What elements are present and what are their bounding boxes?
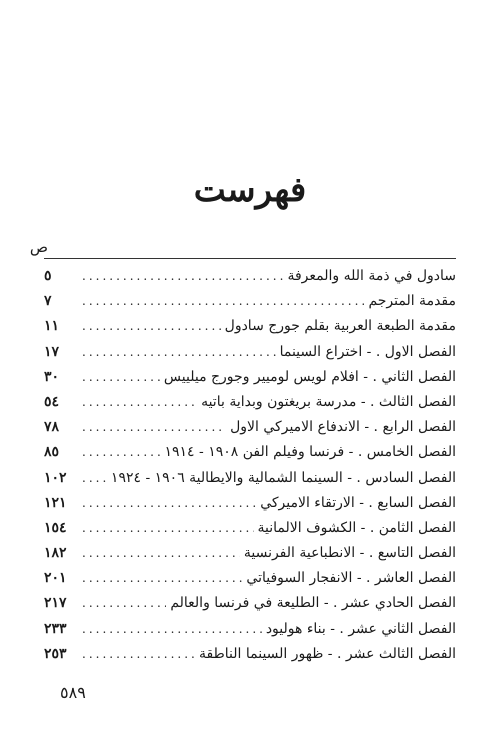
toc-entry-title: الفصل الثاني . - افلام لويس لوميير وجورج ميلييس <box>163 368 456 385</box>
toc-entry-title: الفصل الاول . - اختراع السينما <box>279 343 456 360</box>
toc-entry-title: الفصل الثاني عشر . - بناء هوليود <box>265 620 456 637</box>
toc-entry-title: الفصل الثالث عشر . - ظهور السينما الناطقة <box>199 645 456 662</box>
toc-entry-page: ٧ <box>44 293 52 310</box>
toc-entry-title: الفصل التاسع . - الانطباعية الفرنسية <box>243 545 456 562</box>
toc-entry <box>44 516 456 541</box>
toc-entry-page: ٢٣٣ <box>44 620 67 637</box>
toc-entry-page: ٢٥٣ <box>44 645 67 662</box>
toc-entry-page: ١٠٢ <box>44 469 67 486</box>
table-of-contents <box>44 264 456 667</box>
toc-entry <box>44 491 456 516</box>
page-title: فهرست <box>193 170 307 210</box>
toc-entry <box>44 365 456 390</box>
toc-entry <box>44 617 456 642</box>
toc-entry-page: ١١ <box>44 318 60 335</box>
toc-leader-dots <box>82 440 160 465</box>
toc-leader-dots <box>82 591 166 616</box>
toc-entry <box>44 289 456 314</box>
toc-entry <box>44 642 456 667</box>
toc-leader-dots <box>82 541 240 566</box>
toc-entry <box>44 566 456 591</box>
toc-entry-title: الفصل الرابع . - الاندفاع الاميركي الاول <box>230 419 456 436</box>
toc-entry <box>44 390 456 415</box>
toc-leader-dots <box>82 566 242 591</box>
toc-entry-title: الفصل العاشر . - الانفجار السوفياتي <box>246 570 456 587</box>
toc-entry-page: ٢٠١ <box>44 570 67 587</box>
toc-entry <box>44 340 456 365</box>
toc-leader-dots <box>82 415 226 440</box>
toc-entry-title: الفصل الثالث . - مدرسة بريغتون وبداية باتيه <box>201 393 456 410</box>
toc-entry-page: ٢١٧ <box>44 595 67 612</box>
toc-leader-dots <box>82 365 160 390</box>
toc-entry-page: ٧٨ <box>44 419 60 436</box>
toc-entry <box>44 440 456 465</box>
toc-leader-dots <box>82 390 197 415</box>
toc-entry-page: ٣٠ <box>44 368 60 385</box>
toc-entry-page: ١٨٢ <box>44 545 67 562</box>
page-number: ٥٨٩ <box>60 683 86 702</box>
toc-entry-title: الفصل الخامس . - فرنسا وفيلم الفن ١٩٠٨ - ١٩١٤ <box>164 444 456 461</box>
toc-leader-dots <box>82 340 276 365</box>
toc-leader-dots <box>82 264 283 289</box>
toc-leader-dots <box>82 491 256 516</box>
toc-entry <box>44 466 456 491</box>
toc-entry-page: ٥٤ <box>44 393 60 410</box>
toc-entry <box>44 541 456 566</box>
page-column-label: ص <box>29 238 48 256</box>
toc-entry-title: سادول في ذمة الله والمعرفة <box>287 268 456 284</box>
toc-entry-title: الفصل السابع . - الارتقاء الاميركي <box>260 494 456 511</box>
toc-entry-title: الفصل الحادي عشر . - الطليعة في فرنسا والعالم <box>170 595 456 612</box>
toc-entry-page: ١٢١ <box>44 494 67 511</box>
toc-leader-dots <box>82 314 221 339</box>
toc-entry-page: ١٥٤ <box>44 519 67 536</box>
toc-entry-title: مقدمة المترجم <box>368 293 456 310</box>
toc-leader-dots <box>82 516 254 541</box>
toc-leader-dots <box>82 289 364 314</box>
toc-entry <box>44 415 456 440</box>
toc-leader-dots <box>82 466 107 491</box>
column-rule <box>44 258 456 259</box>
toc-entry <box>44 591 456 616</box>
toc-entry-page: ٨٥ <box>44 444 60 461</box>
toc-entry-title: مقدمة الطبعة العربية بقلم جورج سادول <box>224 318 456 335</box>
toc-leader-dots <box>82 617 262 642</box>
toc-entry <box>44 314 456 339</box>
toc-entry-page: ٥ <box>44 268 52 284</box>
toc-entry-title: الفصل السادس . - السينما الشمالية والايطالية ١٩٠٦ - ١٩٢٤ <box>110 469 456 486</box>
toc-entry-page: ١٧ <box>44 343 60 360</box>
toc-entry <box>44 264 456 289</box>
toc-entry-title: الفصل الثامن . - الكشوف الالمانية <box>257 519 456 536</box>
toc-leader-dots <box>82 642 195 667</box>
